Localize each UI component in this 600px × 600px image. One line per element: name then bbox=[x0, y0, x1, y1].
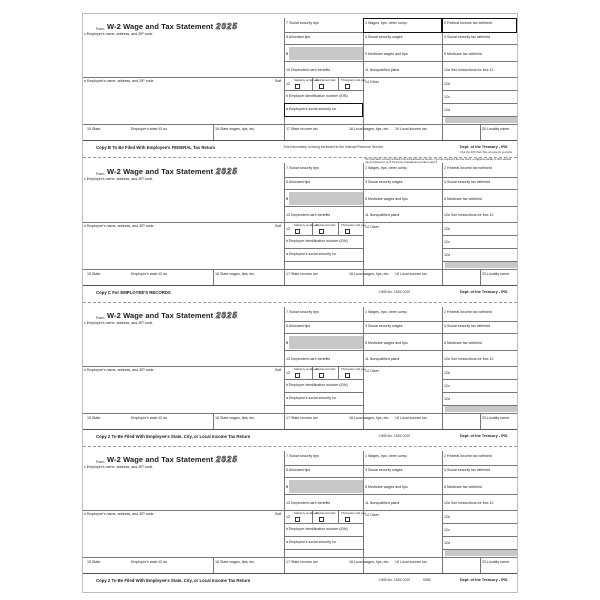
box13-retirement: Retirement plan bbox=[316, 78, 336, 82]
box13-ret-checkbox[interactable] bbox=[319, 84, 324, 89]
state-id-label: Employer's state ID no. bbox=[131, 272, 169, 276]
box12d-label: 12d bbox=[444, 541, 450, 545]
box13-statutory: Statutory employee bbox=[294, 511, 319, 515]
box6-label: 6 Medicare tax withheld bbox=[444, 485, 482, 489]
box7-label: 7 Social security tips bbox=[286, 454, 319, 458]
omb-number: This information is being furnished to the Internal Revenue Service. bbox=[283, 145, 385, 149]
employee-name-label: e Employee's name, address, and ZIP code bbox=[84, 368, 154, 372]
box13-sick-pay: Third-party sick pay bbox=[341, 367, 366, 371]
box20-label: 20 Locality name bbox=[482, 127, 510, 131]
copy-caption: Copy 2 To Be Filed With Employee's State, City, or Local Income Tax Return bbox=[96, 434, 251, 439]
dept-treasury: Dept. of the Treasury - IRS bbox=[460, 434, 508, 438]
tax-year: 2025 bbox=[216, 22, 238, 31]
ein-label: b Employer identification number (EIN) bbox=[286, 94, 348, 98]
box13-sick-pay: Third-party sick pay bbox=[341, 223, 366, 227]
box12b-label: 12b bbox=[444, 515, 450, 519]
box11-label: 11 Nonqualified plans bbox=[365, 68, 400, 72]
box2-label: 2 Federal income tax withheld bbox=[444, 21, 492, 25]
box16-label: 16 State wages, tips, etc. bbox=[215, 560, 256, 564]
box18-label: 18 Local wages, tips, etc. bbox=[349, 560, 390, 564]
employee-ssn-label: a Employee's social security no. bbox=[286, 396, 338, 400]
employee-name-label: e Employee's name, address, and ZIP code bbox=[84, 79, 154, 83]
box12a-label: 12a See instructions for box 12 bbox=[444, 357, 494, 361]
box19-label: 19 Local income tax bbox=[395, 560, 427, 564]
box12b-label: 12b bbox=[444, 82, 450, 86]
highlighted-box bbox=[363, 18, 442, 33]
irs-website-note: Visit the IRS Web Site at www.irs.gov/efile bbox=[460, 150, 513, 154]
employee-ssn-label: a Employee's social security no. bbox=[286, 252, 338, 256]
box8-label: 8 Allocated tips bbox=[286, 324, 311, 328]
box10-label: 10 Dependent care benefits bbox=[286, 357, 331, 361]
box19-label: 19 Local income tax bbox=[395, 127, 427, 131]
box13-label: 13 bbox=[286, 515, 290, 519]
box12c-label: 12c bbox=[444, 240, 450, 244]
state-id-label: Employer's state ID no. bbox=[131, 127, 169, 131]
box13-statutory: Statutory employee bbox=[294, 223, 319, 227]
box13-sick-pay: Third-party sick pay bbox=[341, 511, 366, 515]
box4-label: 4 Social security tax withheld bbox=[444, 180, 491, 184]
box12d-label: 12d bbox=[444, 397, 450, 401]
box17-label: 17 State income tax bbox=[286, 560, 318, 564]
box6-label: 6 Medicare tax withheld bbox=[444, 197, 482, 201]
ein-label: b Employer identification number (EIN) bbox=[286, 383, 348, 387]
form-title: W-2 Wage and Tax Statement bbox=[107, 311, 214, 320]
box12b-label: 12b bbox=[444, 227, 450, 231]
box4-label: 4 Social security tax withheld bbox=[444, 35, 491, 39]
box18-label: 18 Local wages, tips, etc. bbox=[349, 416, 390, 420]
omb-number: OMB No. 1545-0029 bbox=[379, 578, 411, 582]
box10-label: 10 Dependent care benefits bbox=[286, 213, 331, 217]
box8-label: 8 Allocated tips bbox=[286, 180, 311, 184]
suffix-label: Suff. bbox=[275, 224, 283, 228]
box13-ret-checkbox[interactable] bbox=[319, 373, 324, 378]
box13-sick-pay: Third-party sick pay bbox=[341, 78, 366, 82]
box12c-label: 12c bbox=[444, 95, 450, 99]
box17-label: 17 State income tax bbox=[286, 272, 318, 276]
omb-number: OMB No. 1545-0029 bbox=[379, 290, 411, 294]
w2-copy-2 bbox=[83, 159, 517, 302]
dept-treasury: Dept. of the Treasury - IRS bbox=[460, 290, 508, 294]
box13-sick-checkbox[interactable] bbox=[345, 229, 350, 234]
box5-label: 5 Medicare wages and tips bbox=[365, 197, 408, 201]
box13-stat-checkbox[interactable] bbox=[295, 517, 300, 522]
box12c-label: 12c bbox=[444, 384, 450, 388]
box17-label: 17 State income tax bbox=[286, 416, 318, 420]
box20-label: 20 Locality name bbox=[482, 272, 510, 276]
employee-name-label: e Employee's name, address, and ZIP code bbox=[84, 224, 154, 228]
box9-label: 9 bbox=[286, 485, 288, 489]
box13-sick-checkbox[interactable] bbox=[345, 84, 350, 89]
box8-label: 8 Allocated tips bbox=[286, 35, 311, 39]
box5-label: 5 Medicare wages and tips bbox=[365, 52, 408, 56]
tax-year: 2025 bbox=[216, 455, 238, 464]
box17-label: 17 State income tax bbox=[286, 127, 318, 131]
box14-label: 14 Other bbox=[365, 369, 379, 373]
box13-ret-checkbox[interactable] bbox=[319, 229, 324, 234]
box13-statutory: Statutory employee bbox=[294, 367, 319, 371]
box18-label: 18 Local wages, tips, etc. bbox=[349, 127, 390, 131]
box13-retirement: Retirement plan bbox=[316, 367, 336, 371]
box3-label: 3 Social security wages bbox=[365, 324, 403, 328]
box20-label: 20 Locality name bbox=[482, 560, 510, 564]
box2-label: 2 Federal income tax withheld bbox=[444, 454, 492, 458]
box13-retirement: Retirement plan bbox=[316, 511, 336, 515]
box13-label: 13 bbox=[286, 227, 290, 231]
box13-sick-checkbox[interactable] bbox=[345, 517, 350, 522]
box12d-label: 12d bbox=[444, 253, 450, 257]
box15-label: 15 State bbox=[87, 560, 101, 564]
box13-retirement: Retirement plan bbox=[316, 223, 336, 227]
box4-label: 4 Social security tax withheld bbox=[444, 324, 491, 328]
employee-ssn-label: a Employee's social security no. bbox=[286, 107, 338, 111]
suffix-label: Suff. bbox=[275, 368, 283, 372]
ein-label: b Employer identification number (EIN) bbox=[286, 527, 348, 531]
box1-label: 1 Wages, tips, other comp. bbox=[365, 454, 408, 458]
box12a-label: 12a See instructions for box 12 bbox=[444, 68, 494, 72]
employee-ssn-label: a Employee's social security no. bbox=[286, 540, 338, 544]
suffix-label: Suff. bbox=[275, 79, 283, 83]
penalty-notice: This information is being furnished to the Internal Revenue Service. If you are required to file a tax return, a negligence penalty or other sanction may be imposed on you if this income is taxable and you fail to report it. bbox=[365, 159, 512, 164]
state-id-label: Employer's state ID no. bbox=[131, 416, 169, 420]
box3-label: 3 Social security wages bbox=[365, 35, 403, 39]
copy-caption: Copy B To Be Filed With Employee's FEDERAL Tax Return bbox=[96, 145, 216, 150]
box9-label: 9 bbox=[286, 197, 288, 201]
box18-label: 18 Local wages, tips, etc. bbox=[349, 272, 390, 276]
form-word: Form bbox=[96, 27, 105, 31]
form-title: W-2 Wage and Tax Statement bbox=[107, 167, 214, 176]
box10-label: 10 Dependent care benefits bbox=[286, 501, 331, 505]
box3-label: 3 Social security wages bbox=[365, 468, 403, 472]
employer-name-label: c Employer's name, address, and ZIP code bbox=[84, 465, 153, 469]
form-title: W-2 Wage and Tax Statement bbox=[107, 22, 214, 31]
box7-label: 7 Social security tips bbox=[286, 310, 319, 314]
copy-caption: Copy C For EMPLOYEE'S RECORDS bbox=[96, 290, 171, 295]
box4-label: 4 Social security tax withheld bbox=[444, 468, 491, 472]
box9-label: 9 bbox=[286, 52, 288, 56]
employer-name-label: c Employer's name, address, and ZIP code bbox=[84, 321, 153, 325]
box19-label: 19 Local income tax bbox=[395, 416, 427, 420]
box13-label: 13 bbox=[286, 82, 290, 86]
box6-label: 6 Medicare tax withheld bbox=[444, 52, 482, 56]
dept-treasury: Dept. of the Treasury - IRS bbox=[460, 145, 508, 149]
box16-label: 16 State wages, tips, etc. bbox=[215, 416, 256, 420]
omb-number: OMB No. 1545-0029 bbox=[379, 434, 411, 438]
box11-label: 11 Nonqualified plans bbox=[365, 357, 400, 361]
box9-label: 9 bbox=[286, 341, 288, 345]
box12a-label: 12a See instructions for box 12 bbox=[444, 501, 494, 505]
form-word: Form bbox=[96, 172, 105, 176]
box7-label: 7 Social security tips bbox=[286, 166, 319, 170]
box12a-label: 12a See instructions for box 12 bbox=[444, 213, 494, 217]
employee-name-label: e Employee's name, address, and ZIP code bbox=[84, 512, 154, 516]
w2-sheet bbox=[82, 13, 518, 593]
box1-label: 1 Wages, tips, other comp. bbox=[365, 166, 408, 170]
w2-copy-4 bbox=[83, 447, 517, 590]
box2-label: 2 Federal income tax withheld bbox=[444, 310, 492, 314]
box12c-label: 12c bbox=[444, 528, 450, 532]
box11-label: 11 Nonqualified plans bbox=[365, 501, 400, 505]
box15-label: 15 State bbox=[87, 272, 101, 276]
box6-label: 6 Medicare tax withheld bbox=[444, 341, 482, 345]
box5-label: 5 Medicare wages and tips bbox=[365, 341, 408, 345]
tax-year: 2025 bbox=[216, 167, 238, 176]
perforation-line bbox=[83, 157, 517, 158]
tax-year: 2025 bbox=[216, 311, 238, 320]
box13-stat-checkbox[interactable] bbox=[295, 84, 300, 89]
box2-label: 2 Federal income tax withheld bbox=[444, 166, 492, 170]
box14-label: 14 Other bbox=[365, 80, 379, 84]
box13-label: 13 bbox=[286, 371, 290, 375]
dept-treasury: Dept. of the Treasury - IRS bbox=[460, 578, 508, 582]
box16-label: 16 State wages, tips, etc. bbox=[215, 272, 256, 276]
box12d-label: 12d bbox=[444, 108, 450, 112]
box15-label: 15 State bbox=[87, 127, 101, 131]
box3-label: 3 Social security wages bbox=[365, 180, 403, 184]
state-id-label: Employer's state ID no. bbox=[131, 560, 169, 564]
highlighted-box bbox=[284, 103, 363, 117]
w2-copy-3 bbox=[83, 303, 517, 446]
box8-label: 8 Allocated tips bbox=[286, 468, 311, 472]
box20-label: 20 Locality name bbox=[482, 416, 510, 420]
catalog-number: 5558 bbox=[423, 578, 431, 582]
box13-sick-checkbox[interactable] bbox=[345, 373, 350, 378]
box5-label: 5 Medicare wages and tips bbox=[365, 485, 408, 489]
box13-stat-checkbox[interactable] bbox=[295, 229, 300, 234]
box13-stat-checkbox[interactable] bbox=[295, 373, 300, 378]
ein-label: b Employer identification number (EIN) bbox=[286, 239, 348, 243]
box16-label: 16 State wages, tips, etc. bbox=[215, 127, 256, 131]
w2-copy-1 bbox=[83, 14, 517, 157]
box19-label: 19 Local income tax bbox=[395, 272, 427, 276]
form-word: Form bbox=[96, 460, 105, 464]
highlighted-box bbox=[442, 18, 517, 33]
box10-label: 10 Dependent care benefits bbox=[286, 68, 331, 72]
box15-label: 15 State bbox=[87, 416, 101, 420]
box11-label: 11 Nonqualified plans bbox=[365, 213, 400, 217]
suffix-label: Suff. bbox=[275, 512, 283, 516]
box14-label: 14 Other bbox=[365, 513, 379, 517]
box13-ret-checkbox[interactable] bbox=[319, 517, 324, 522]
employer-name-label: c Employer's name, address, and ZIP code bbox=[84, 177, 153, 181]
form-word: Form bbox=[96, 316, 105, 320]
form-title: W-2 Wage and Tax Statement bbox=[107, 455, 214, 464]
box7-label: 7 Social security tips bbox=[286, 21, 319, 25]
box12b-label: 12b bbox=[444, 371, 450, 375]
box1-label: 1 Wages, tips, other comp. bbox=[365, 310, 408, 314]
box1-label: 1 Wages, tips, other comp. bbox=[365, 21, 408, 25]
employer-name-label: c Employer's name, address, and ZIP code bbox=[84, 32, 153, 36]
box14-label: 14 Other bbox=[365, 225, 379, 229]
box13-statutory: Statutory employee bbox=[294, 78, 319, 82]
copy-caption: Copy 2 To Be Filed With Employee's State, City, or Local Income Tax Return bbox=[96, 578, 251, 583]
